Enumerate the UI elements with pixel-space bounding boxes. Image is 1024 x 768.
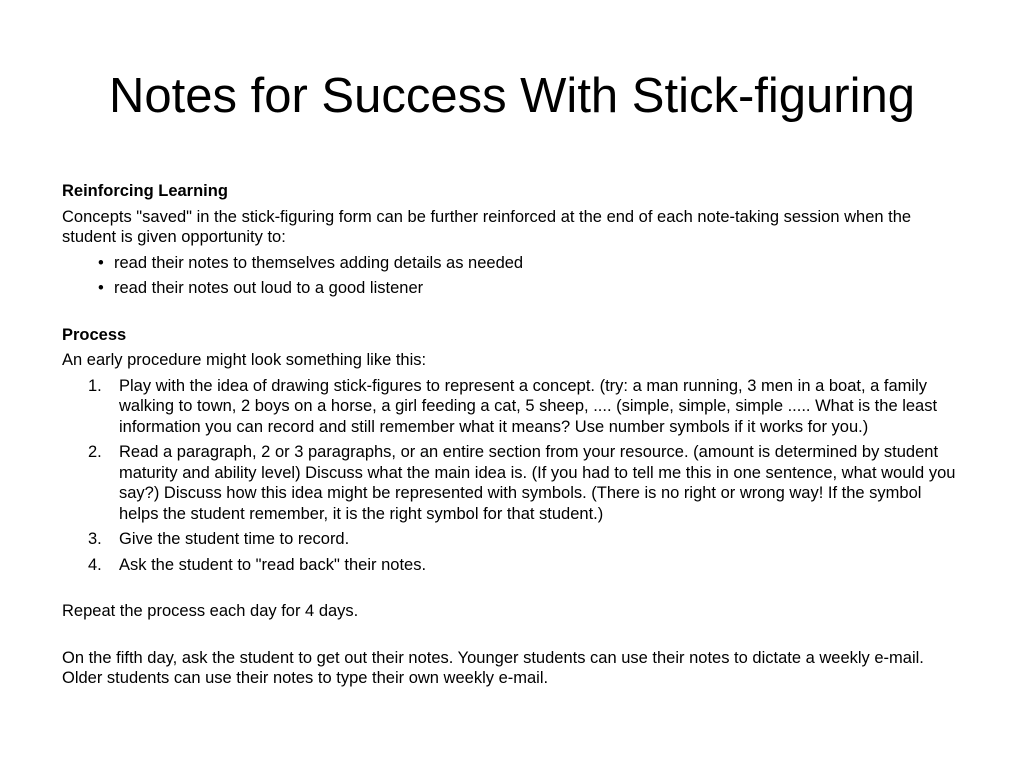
fifth-day-note: On the fifth day, ask the student to get out their notes. Younger students can use their notes to dictate a weekly e-mail. Older students can use their notes to type their own weekly e-mail. [62,648,924,687]
process-intro: An early procedure might look something like this: [62,351,427,369]
slide-body [62,181,962,694]
step-text: Read a paragraph, 2 or 3 paragraphs, or an entire section from your resource. (amount is determined by student maturity and ability level) Discuss what the main idea is. (If you had to tell me this in one sentence, what would you say?) Discuss how this idea might be represented with symbols. (There is no right or wrong way! If the symbol helps the student remember, it is the right symbol for that student.) [119,443,956,523]
step-text: Play with the idea of drawing stick-figures to represent a concept. (try: a man running, 3 men in a boat, a family walking to town, 2 boys on a horse, a girl feeding a cat, 5 sheep, .... (simple, simple, simple ..... What is the least information you can record and still remember what it means? Use number symbols if it works for you.) [119,376,938,436]
bullet-icon: • [98,253,104,272]
section-spacer [62,304,962,325]
step-number: 3. [88,530,102,548]
reinforcing-heading: Reinforcing Learning [62,182,228,200]
step-number: 2. [88,443,102,461]
step-item [62,555,962,576]
section-spacer [62,580,962,601]
bullet-item [62,278,962,299]
step-text: Ask the student to "read back" their notes. [119,555,427,574]
bullet-icon: • [98,279,104,297]
step-number: 1. [88,376,102,395]
process-heading: Process [62,325,127,344]
repeat-note: Repeat the process each day for 4 days. [62,602,359,620]
section-spacer [62,627,962,648]
bullet-item [62,253,962,274]
slide-title: Notes for Success With Stick-figuring [108,69,916,123]
step-item [62,529,962,550]
step-number: 4. [88,555,102,574]
reinforcing-intro: Concepts "saved" in the stick-figuring form can be further reinforced at the end of each note-taking session when the student is given opportunity to: [62,207,912,246]
step-text: Give the student time to record. [119,530,350,548]
process-step-list [62,376,962,576]
bullet-text: read their notes out loud to a good listener [114,279,424,297]
step-item [62,442,962,524]
reinforcing-bullet-list [62,253,962,299]
bullet-text: read their notes to themselves adding details as needed [114,253,524,272]
step-item [62,376,962,438]
